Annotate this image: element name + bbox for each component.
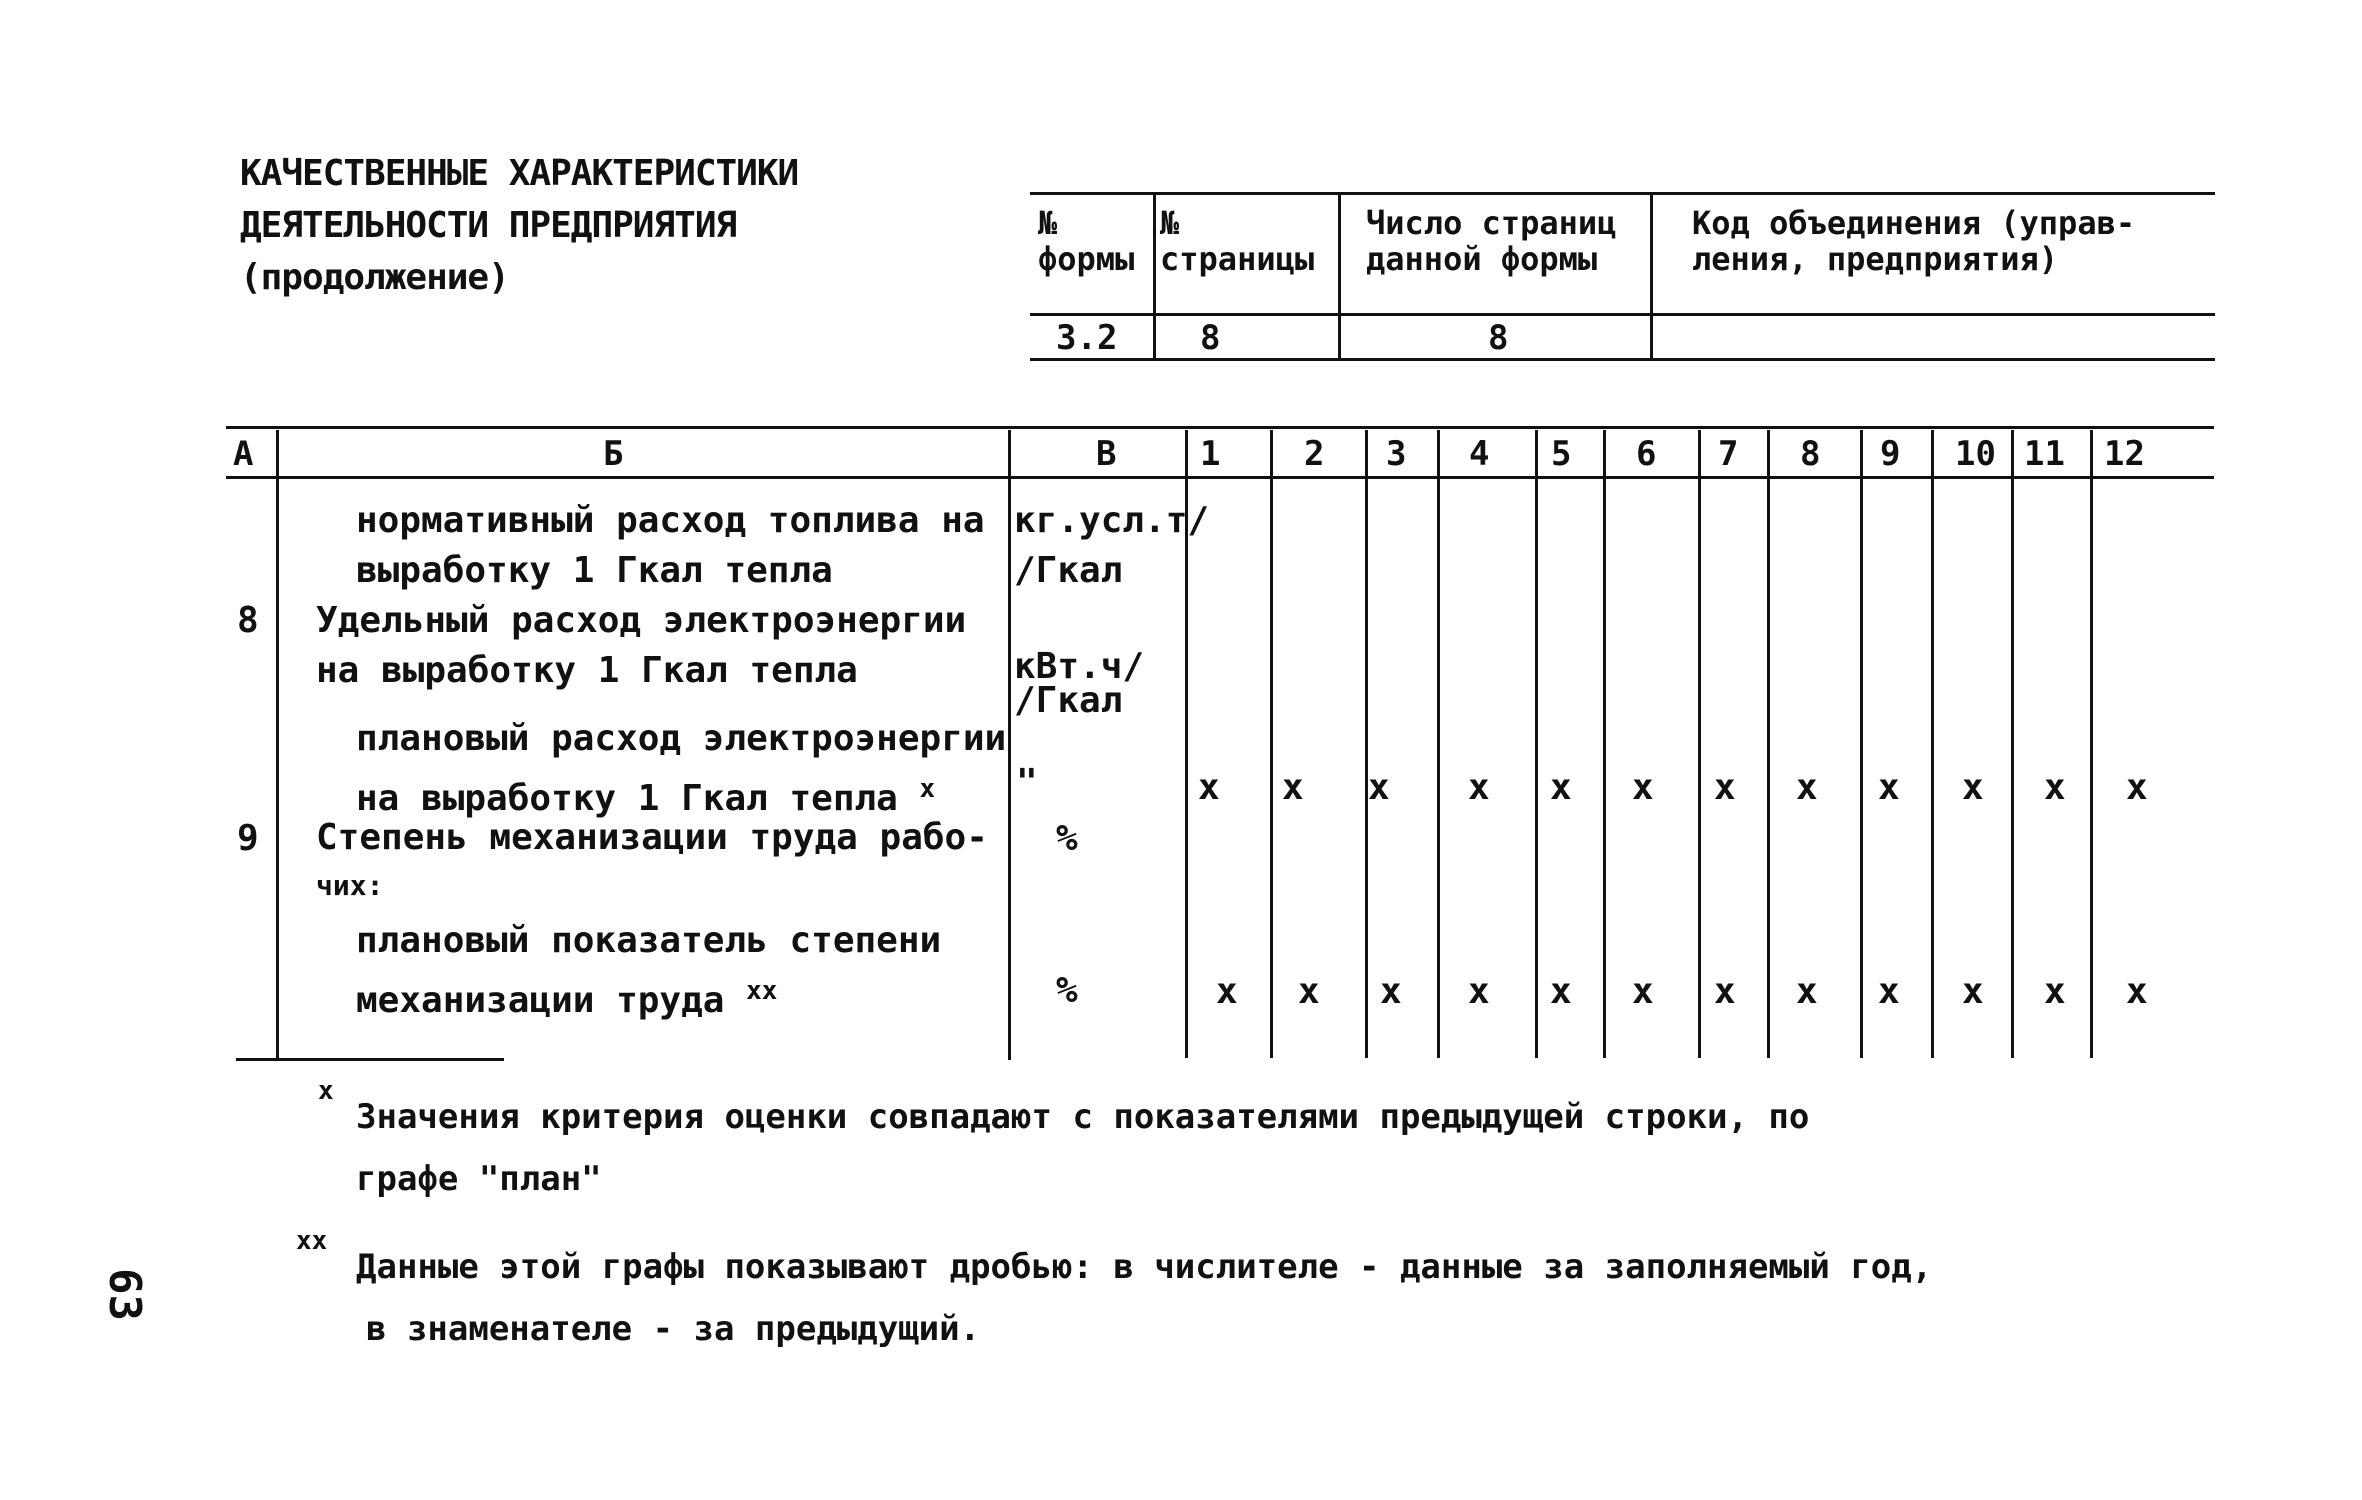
mark-cell: x: [2126, 971, 2148, 1012]
col-header-9: 9: [1880, 434, 1901, 474]
mark-cell: x: [1198, 767, 1220, 808]
mark-cell: x: [1796, 971, 1818, 1012]
page-number-label: № страницы: [1160, 204, 1315, 278]
title-line-2: ДЕЯТЕЛЬНОСТИ ПРЕДПРИЯТИЯ: [240, 205, 737, 246]
mark-cell: x: [1878, 971, 1900, 1012]
mark-cell: x: [1878, 767, 1900, 808]
footnote-ref-xx: xx: [746, 976, 778, 1006]
col-header-1: 1: [1200, 434, 1221, 474]
footnote-mark: xx: [296, 1226, 328, 1256]
col-header-5: 5: [1551, 434, 1572, 474]
row-unit: кВт.ч/ /Гкал: [1014, 646, 1145, 721]
mark-cell: x: [2044, 971, 2066, 1012]
page-count-label: Число страниц данной формы: [1366, 204, 1617, 278]
mark-cell: x: [1632, 971, 1654, 1012]
row-description: нормативный расход топлива на выработку 1 Гкал тепла: [356, 500, 985, 591]
mark-cell: x: [2126, 767, 2148, 808]
mark-cell: x: [1380, 971, 1402, 1012]
col-header-8: 8: [1800, 434, 1821, 474]
row-unit: ": [1016, 762, 1038, 803]
col-header-4: 4: [1469, 434, 1490, 474]
col-header-2: 2: [1304, 434, 1325, 474]
mark-cell: x: [1468, 767, 1490, 808]
footnote-text: Данные этой графы показывают дробью: в числителе - данные за заполняемый год, в знаменателе - за предыдущий.: [356, 1247, 1933, 1349]
row-description: плановый расход электроэнергии на выработку 1 Гкал тепла $^x$: [356, 718, 1007, 819]
page-number-value: 8: [1200, 318, 1221, 358]
mark-cell: x: [1714, 767, 1736, 808]
form-number-label: № формы: [1038, 204, 1135, 278]
row-description: Степень механизации труда рабо- чих:: [316, 817, 988, 902]
row-unit: %: [1056, 818, 1078, 859]
col-header-10: 10: [1955, 434, 1996, 474]
row-number: 8: [237, 600, 259, 641]
col-header-6: 6: [1636, 434, 1657, 474]
footnote-ref-x: x: [919, 774, 936, 804]
footnote-text: Значения критерия оценки совпадают с показателями предыдущей строки, по графе "план": [356, 1097, 1810, 1199]
mark-cell: x: [1368, 767, 1390, 808]
mark-cell: x: [1550, 971, 1572, 1012]
mark-cell: x: [1714, 971, 1736, 1012]
mark-cell: x: [1550, 767, 1572, 808]
row-description: плановый показатель степени механизации труда $^{xx}$: [356, 920, 942, 1021]
title-line-1: КАЧЕСТВЕННЫЕ ХАРАКТЕРИСТИКИ: [240, 153, 799, 194]
col-header-v: В: [1096, 434, 1117, 474]
mark-cell: x: [1962, 767, 1984, 808]
row-description: Удельный расход электроэнергии на выработку 1 Гкал тепла: [316, 600, 967, 691]
mark-cell: x: [1468, 971, 1490, 1012]
document-title: [240, 148, 798, 304]
mark-cell: x: [2044, 767, 2066, 808]
mark-cell: x: [1962, 971, 1984, 1012]
title-line-3: (продолжение): [240, 257, 509, 298]
footnote-mark: x: [318, 1076, 334, 1106]
row-unit: %: [1056, 970, 1078, 1011]
page-number: 63: [99, 1268, 150, 1321]
org-code-label: Код объединения (управ- ления, предприятия): [1692, 204, 2136, 278]
form-number-value: 3.2: [1056, 318, 1118, 358]
mark-cell: x: [1282, 767, 1304, 808]
col-header-3: 3: [1386, 434, 1407, 474]
row-number: 9: [237, 818, 259, 859]
col-header-12: 12: [2104, 434, 2145, 474]
mark-cell: x: [1298, 971, 1320, 1012]
col-header-a: А: [233, 434, 254, 474]
mark-cell: x: [1632, 767, 1654, 808]
col-header-11: 11: [2024, 434, 2065, 474]
mark-cell: x: [1216, 971, 1238, 1012]
page-count-value: 8: [1488, 318, 1509, 358]
col-header-b: Б: [603, 434, 624, 474]
row-unit: кг.усл.т/ /Гкал: [1014, 500, 1210, 591]
mark-cell: x: [1796, 767, 1818, 808]
col-header-7: 7: [1718, 434, 1739, 474]
